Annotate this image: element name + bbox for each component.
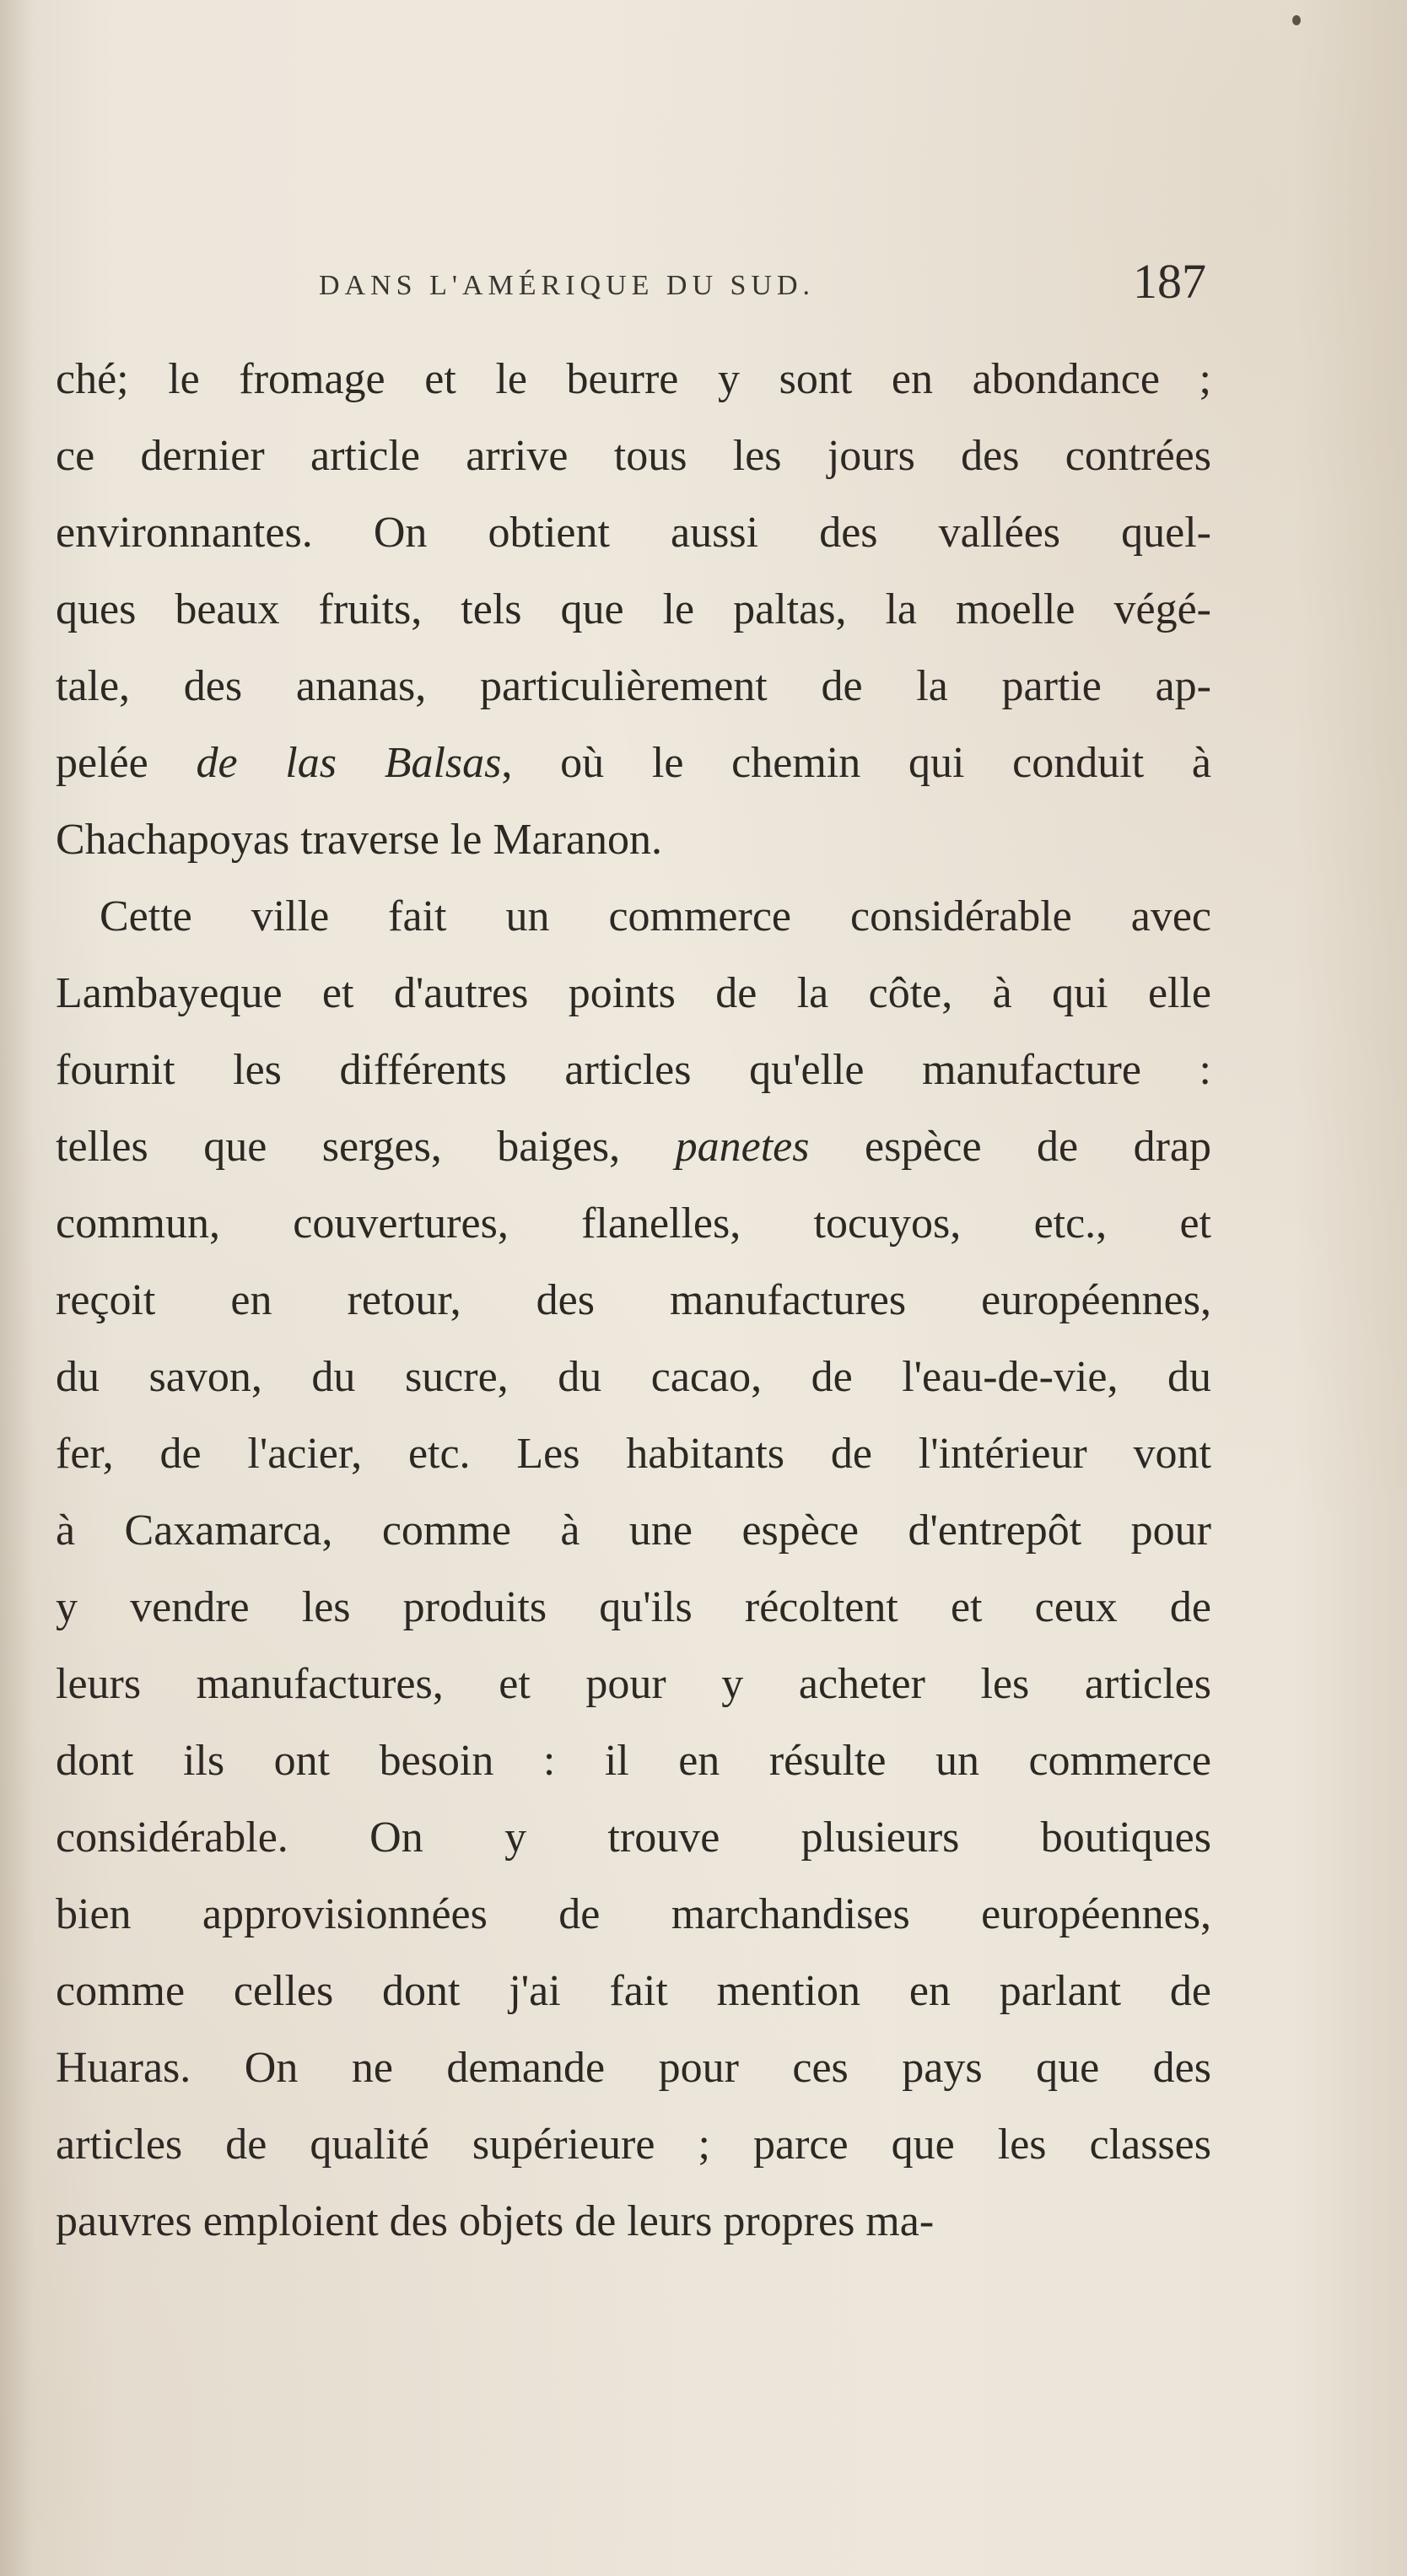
text-line: dont ils ont besoin : il en résulte un commerce [56,1737,1211,1785]
text-line: leurs manufactures, et pour y acheter les articles [56,1660,1211,1708]
text-line: fournit les différents articles qu'elle manufacture : [56,1046,1211,1094]
page-number: 187 [1133,254,1206,309]
italic-phrase: de las Balsas [148,739,502,787]
text-line: bien approvisionnées de marchandises européennes, [56,1890,1211,1938]
text-line: ché; le fromage et le beurre y sont en abondance ; [56,355,1211,403]
text-line: Lambayeque et d'autres points de la côte, à qui elle [56,969,1211,1017]
text-line: commun, couvertures, flanelles, tocuyos, etc., et [56,1199,1211,1248]
gutter-shadow [0,0,34,2576]
text-line: y vendre les produits qu'ils récoltent et ceux de [56,1583,1211,1631]
text-line: pauvres emploient des objets de leurs propres ma- [56,2197,935,2245]
text-line: Cette ville fait un commerce considérable avec [100,892,1211,940]
text-line: à Caxamarca, comme à une espèce d'entrepôt pour [56,1506,1211,1555]
text-line: articles de qualité supérieure ; parce que les classes [56,2121,1211,2169]
ink-speck [1292,15,1301,25]
running-title: DANS L'AMÉRIQUE DU SUD. [319,270,816,301]
text-line: reçoit en retour, des manufactures européennes, [56,1276,1211,1324]
text-line: du savon, du sucre, du cacao, de l'eau-de-vie, du [56,1353,1211,1401]
text-line: comme celles dont j'ai fait mention en parlant de [56,1967,1211,2015]
text-line: telles que serges, baiges, panetes espèce de drap [56,1123,1212,1171]
text-line: ce dernier article arrive tous les jours des contrées [56,432,1211,480]
body-text [56,341,1211,2260]
running-head [59,253,1206,321]
text-line: fer, de l'acier, etc. Les habitants de l'intérieur vont [56,1430,1211,1478]
italic-phrase: panetes [620,1123,810,1171]
text-line: tale, des ananas, particulièrement de la partie ap- [56,662,1211,710]
text-line: environnantes. On obtient aussi des vallées quel- [56,509,1211,557]
text-line: ques beaux fruits, tels que le paltas, la moelle végé- [56,585,1211,633]
text-line: Chachapoyas traverse le Maranon. [56,816,663,864]
text-line: considérable. On y trouve plusieurs boutiques [56,1813,1211,1862]
text-line: Huaras. On ne demande pour ces pays que des [56,2044,1211,2092]
text-line: pelée de las Balsas, où le chemin qui conduit à [56,739,1211,787]
